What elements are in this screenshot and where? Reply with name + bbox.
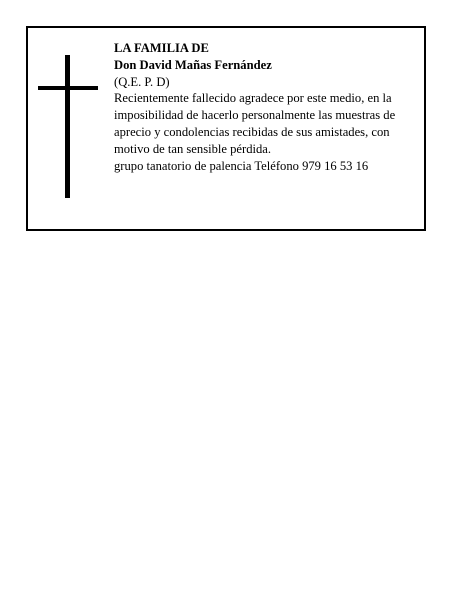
rip-abbreviation: (Q.E. P. D) xyxy=(114,74,170,89)
cross-vertical-bar xyxy=(65,55,70,198)
family-heading: LA FAMILIA DE xyxy=(114,41,209,55)
notice-text xyxy=(114,40,422,174)
funeral-home-contact: grupo tanatorio de palencia Teléfono 979 16 53 16 xyxy=(114,158,369,173)
deceased-name: Don David Mañas Fernández xyxy=(114,57,272,72)
cross-horizontal-bar xyxy=(38,86,98,90)
obituary-notice xyxy=(26,26,426,231)
gratitude-message: Recientemente fallecido agradece por este medio, en la imposibilidad de hacerlo personalmente las muestras de aprecio y condolencias recibidas de sus amistades, con motivo de tan sensible pérdida. xyxy=(114,91,396,156)
